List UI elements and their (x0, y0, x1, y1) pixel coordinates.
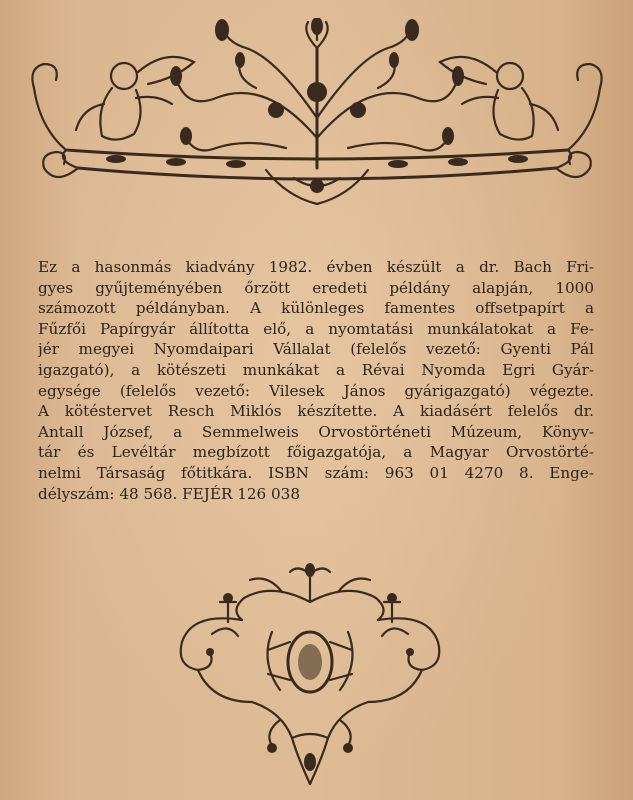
colophon-line: Antall József, a Semmelweis Orvostörténeti Múzeum, Könyv- (38, 422, 594, 441)
colophon-line: egysége (felelős vezető: Vilesek János gyárigazgató) végezte. (38, 381, 594, 400)
colophon-line: számozott példányban. A különleges famentes offsetpapírt a (38, 299, 594, 318)
colophon-line: A kötéstervet Resch Miklós készítette. A kiadásért felelős dr. (38, 402, 594, 421)
colophon-line: délyszám: 48 568. FEJÉR 126 038 (38, 484, 301, 503)
colophon-line: igazgató), a kötészeti munkákat a Révai Nyomda Egri Gyár- (38, 360, 594, 379)
ornamental-tailpiece-image (172, 562, 448, 787)
colophon-line: nelmi Társaság főtitkára. ISBN szám: 963 01 4270 8. Enge- (38, 463, 594, 482)
colophon-line: Fűzfői Papírgyár állította elő, a nyomtatási munkálatokat a Fe- (38, 319, 594, 338)
colophon-line: jér megyei Nyomdaipari Vállalat (felelős vezető: Gyenti Pál (38, 340, 594, 359)
colophon-line: gyes gyűjteményében őrzött eredeti példány alapján, 1000 (38, 278, 594, 297)
colophon-line: Ez a hasonmás kiadvány 1982. évben készült a dr. Bach Fri- (38, 258, 594, 276)
ornamental-headpiece-image (26, 18, 608, 210)
colophon-line: tár és Levéltár megbízott főigazgatója, a Magyar Orvostörté- (38, 443, 594, 462)
colophon-paragraph (38, 257, 594, 504)
